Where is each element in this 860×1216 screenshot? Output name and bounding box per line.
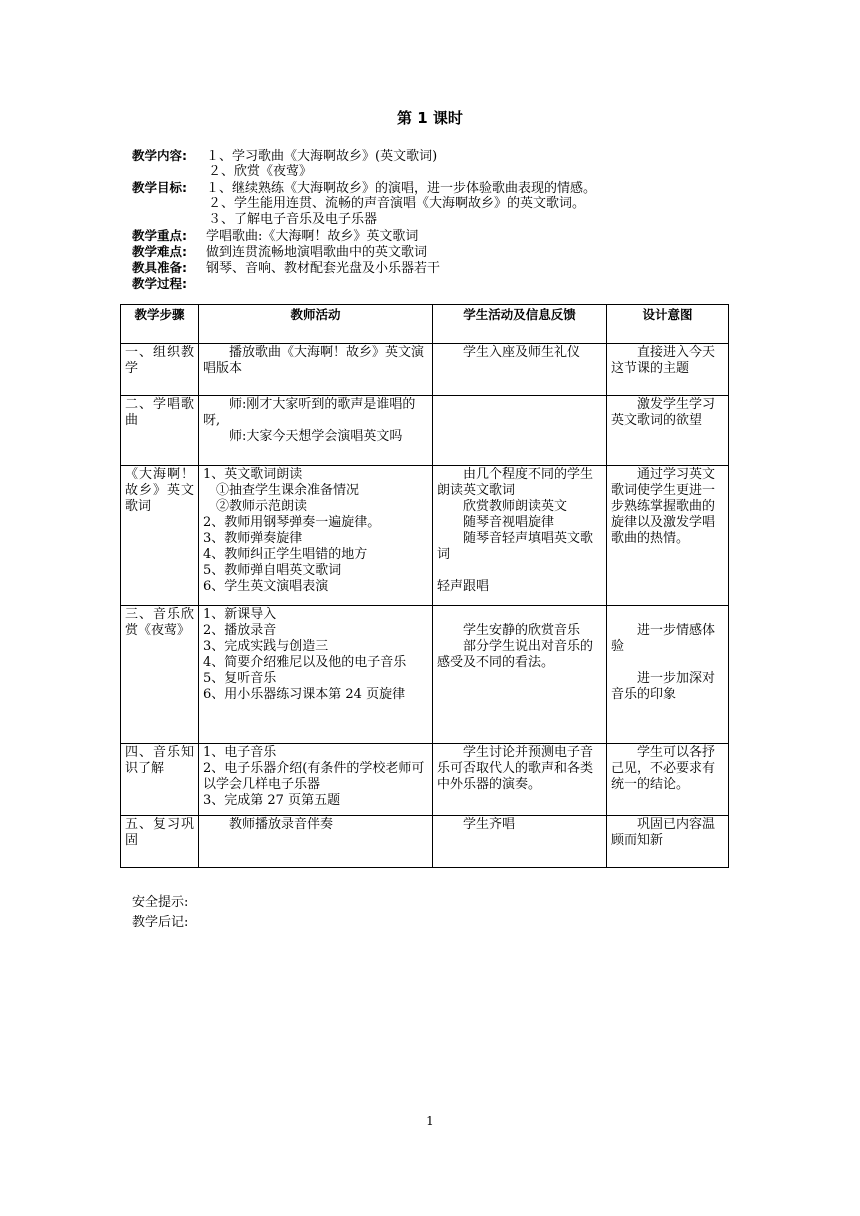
- teacher-line: 3、教师弹奏旋律: [203, 531, 303, 546]
- intent-cell: [607, 396, 729, 466]
- key-value: 学唱歌曲:《大海啊！故乡》英文歌词: [206, 229, 419, 244]
- process-label: 教学过程:: [132, 276, 187, 291]
- step-cell: 《大海啊！故乡》英文歌词: [121, 466, 199, 606]
- teacher-line: 4、简要介绍雅尼以及他的电子音乐: [203, 655, 407, 670]
- student-line: 学生入座及师生礼仪: [463, 345, 581, 360]
- student-cell: [433, 466, 607, 606]
- key-label: 教学重点:: [132, 228, 187, 243]
- spacer: [611, 607, 724, 623]
- teacher-cell: [199, 466, 433, 606]
- teacher-line: 2、播放录音: [203, 623, 277, 638]
- goal-line-2: ２、学生能用连贯、流畅的声音演唱《大海啊故乡》的英文歌词。: [208, 196, 586, 211]
- teacher-line: 6、学生英文演唱表演: [203, 579, 329, 594]
- step-cell: 五、复习巩固: [121, 816, 199, 868]
- key-row: [132, 228, 732, 244]
- intent-cell: [607, 744, 729, 816]
- table-row: [121, 606, 729, 744]
- teacher-cell: [199, 344, 433, 396]
- reflection-note-label: 教学后记:: [132, 915, 189, 930]
- intent-cell: [607, 466, 729, 606]
- header-intent: 设计意图: [607, 305, 729, 344]
- header-step: 教学步骤: [121, 305, 199, 344]
- intent-line: 通过学习英文歌词使学生更进一步熟练掌握歌曲的旋律以及激发学唱歌曲的热情。: [611, 467, 716, 546]
- intent-line: 激发学生学习英文歌词的欲望: [611, 397, 716, 428]
- teacher-line: ①抽查学生课余准备情况: [216, 483, 360, 498]
- difficulty-row: [132, 244, 732, 260]
- intent-line: 进一步情感体验: [611, 623, 716, 654]
- header-teacher: 教师活动: [199, 305, 433, 344]
- header-student: 学生活动及信息反馈: [433, 305, 607, 344]
- teacher-cell: [199, 396, 433, 466]
- student-cell: [433, 396, 607, 466]
- tools-label: 教具准备:: [132, 260, 187, 275]
- goal-line-1: １、继续熟练《大海啊故乡》的演唱，进一步体验歌曲表现的情感。: [206, 181, 597, 196]
- teacher-line: 1、英文歌词朗读: [203, 467, 303, 482]
- table-row: [121, 744, 729, 816]
- spacer: [437, 607, 602, 623]
- teacher-cell: [199, 744, 433, 816]
- teacher-line: 1、新课导入: [203, 607, 277, 622]
- student-line: 随琴音轻声填唱英文歌词: [437, 531, 594, 562]
- teacher-line: 3、完成实践与创造三: [203, 639, 329, 654]
- difficulty-label: 教学难点:: [132, 244, 187, 259]
- table-row: [121, 466, 729, 606]
- student-cell: [433, 344, 607, 396]
- intent-cell: [607, 606, 729, 744]
- teacher-line: 教师播放录音伴奏: [229, 817, 334, 832]
- student-line: 部分学生说出对音乐的感受及不同的看法。: [437, 639, 594, 670]
- teacher-line: 1、电子音乐: [203, 745, 277, 760]
- step-cell: 二、学唱歌曲: [121, 396, 199, 466]
- student-line: 轻声跟唱: [437, 579, 490, 594]
- content-row: [132, 148, 732, 164]
- student-line: 由几个程度不同的学生朗读英文歌词: [437, 467, 594, 498]
- difficulty-value: 做到连贯流畅地演唱歌曲中的英文歌词: [206, 245, 428, 260]
- intent-line: 巩固已内容温顾而知新: [611, 817, 716, 848]
- step-cell: 四、音乐知识了解: [121, 744, 199, 816]
- lesson-plan-table: [120, 304, 729, 868]
- student-cell: [433, 744, 607, 816]
- teacher-line: 播放歌曲《大海啊！故乡》英文演唱版本: [203, 345, 425, 376]
- teacher-line: 5、教师弹自唱英文歌词: [203, 563, 342, 578]
- teacher-line: 5、复听音乐: [203, 671, 277, 686]
- goal-row: [132, 180, 732, 196]
- goal-label: 教学目标:: [132, 180, 187, 195]
- step-cell: 一、组织教学: [121, 344, 199, 396]
- teacher-line: ②教师示范朗读: [216, 499, 308, 514]
- student-cell: [433, 816, 607, 868]
- teacher-line: 4、教师纠正学生唱错的地方: [203, 547, 368, 562]
- content-line-1: １、学习歌曲《大海啊故乡》(英文歌词): [206, 149, 438, 164]
- table-header-row: [121, 305, 729, 344]
- page-number: 1: [426, 1114, 434, 1128]
- intent-line: 学生可以各抒己见，不必要求有统一的结论。: [611, 745, 716, 792]
- student-line: 学生讨论并预测电子音乐可否取代人的歌声和各类中外乐器的演奏。: [437, 745, 594, 792]
- teacher-cell: [199, 816, 433, 868]
- intent-cell: [607, 344, 729, 396]
- table-row: [121, 344, 729, 396]
- table-row: [121, 396, 729, 466]
- teacher-line: 2、电子乐器介绍(有条件的学校老师可以学会几样电子乐器: [203, 761, 425, 792]
- teacher-line: 2、教师用钢琴弹奏一遍旋律。: [203, 515, 381, 530]
- content-line-2: ２、欣赏《夜莺》: [208, 164, 313, 179]
- teacher-line: 师:刚才大家听到的歌声是谁唱的呀,: [203, 397, 416, 428]
- table-row: [121, 816, 729, 868]
- lesson-meta: [132, 148, 732, 292]
- safety-note-label: 安全提示:: [132, 895, 189, 910]
- tools-row: [132, 260, 732, 276]
- teacher-cell: [199, 606, 433, 744]
- student-line: 欣赏教师朗读英文: [463, 499, 568, 514]
- student-line: 随琴音视唱旋律: [463, 515, 555, 530]
- spacer: [437, 563, 602, 579]
- spacer: [611, 655, 724, 671]
- process-row: [132, 276, 732, 292]
- tools-value: 钢琴、音响、教材配套光盘及小乐器若干: [206, 261, 441, 276]
- student-line: 学生安静的欣赏音乐: [463, 623, 581, 638]
- student-cell: [433, 606, 607, 744]
- content-label: 教学内容:: [132, 148, 187, 163]
- intent-line: 直接进入今天这节课的主题: [611, 345, 716, 376]
- goal-line-3: ３、了解电子音乐及电子乐器: [208, 212, 378, 227]
- teacher-line: 3、完成第 27 页第五题: [203, 793, 341, 808]
- lesson-title: 第 1 课时: [397, 109, 463, 127]
- student-line: 学生齐唱: [463, 817, 516, 832]
- teacher-line: 师:大家今天想学会演唱英文吗: [229, 429, 403, 444]
- step-cell: 三、音乐欣赏《夜莺》: [121, 606, 199, 744]
- teacher-line: 6、用小乐器练习课本第 24 页旋律: [203, 687, 406, 702]
- intent-line: 进一步加深对音乐的印象: [611, 671, 716, 702]
- intent-cell: [607, 816, 729, 868]
- lesson-notes: [132, 893, 188, 933]
